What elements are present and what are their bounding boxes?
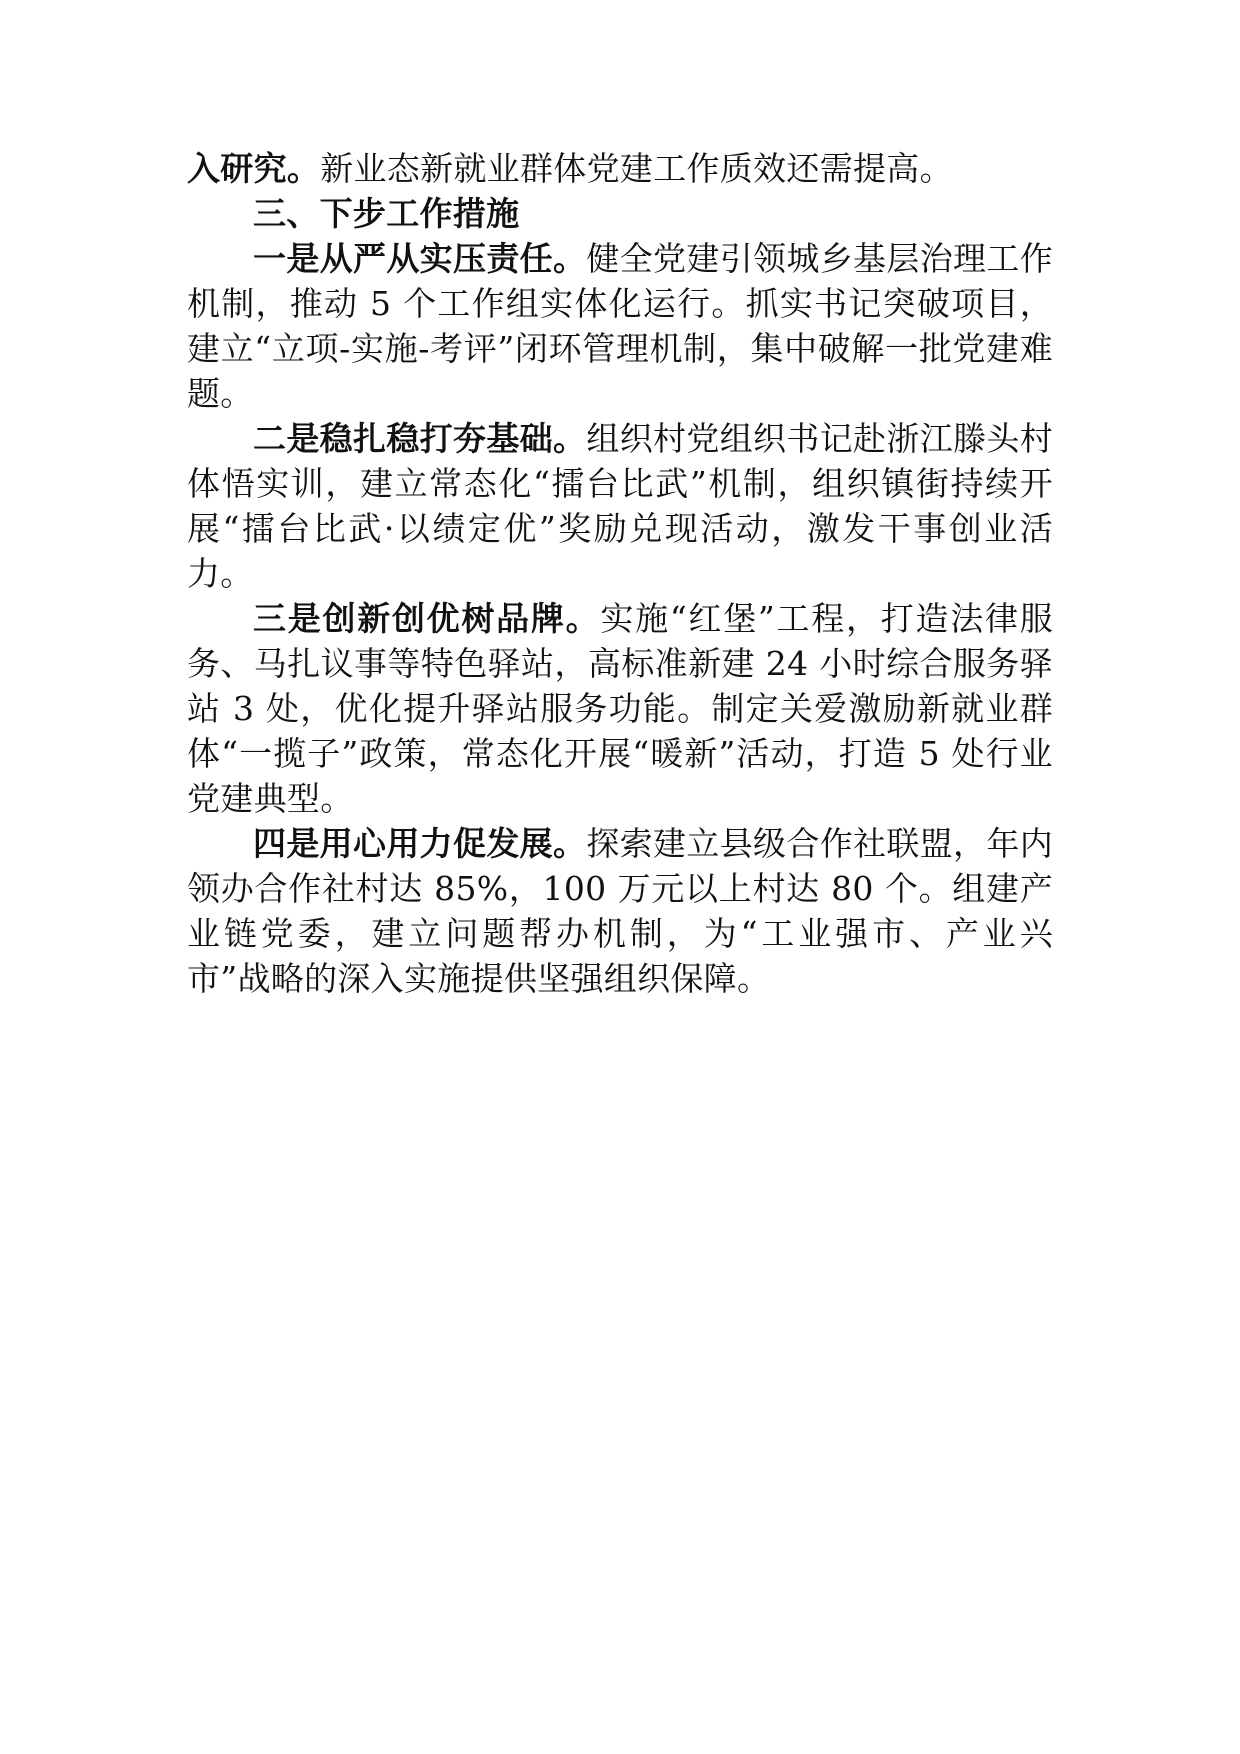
continuation-lead: 入研究。 — [187, 149, 321, 188]
measure-text-3: 实施“红堡”工程，打造法律服务、马扎议事等特色驿站，高标准新建 24 小时综合服务驿站 3 处，优化提升驿站服务功能。制定关爱激励新就业群体“一揽子”政策，常态化开展“暖新”活动，打造 5 处行业党建典型。 — [187, 599, 1053, 818]
measure-text-1: 健全党建引领城乡基层治理工作机制，推动 5 个工作组实体化运行。抓实书记突破项目，建立“立项-实施-考评”闭环管理机制，集中破解一批党建难题。 — [187, 239, 1054, 413]
measure-paragraph-3 — [187, 596, 1053, 821]
document-body — [187, 146, 1053, 1001]
measure-lead-4: 四是用心用力促发展。 — [253, 824, 587, 863]
continuation-text: 新业态新就业群体党建工作质效还需提高。 — [320, 149, 953, 188]
measure-lead-1: 一是从严从实压责任。 — [253, 239, 587, 278]
measure-text-2: 组织村党组织书记赴浙江滕头村体悟实训，建立常态化“擂台比武”机制，组织镇街持续开展“擂台比武·以绩定优”奖励兑现活动，激发干事创业活力。 — [187, 419, 1054, 593]
measure-paragraph-1 — [187, 236, 1053, 416]
measure-text-4: 探索建立县级合作社联盟，年内领办合作社村达 85%，100 万元以上村达 80 个。组建产业链党委，建立问题帮办机制，为“工业强市、产业兴市”战略的深入实施提供坚强组织保障。 — [187, 824, 1054, 998]
measure-paragraph-2 — [187, 416, 1053, 596]
continuation-paragraph — [187, 146, 1053, 191]
measure-paragraph-4 — [187, 821, 1053, 1001]
measure-lead-2: 二是稳扎稳打夯基础。 — [253, 419, 587, 458]
measure-lead-3: 三是创新创优树品牌。 — [253, 599, 601, 638]
section-heading: 三、下步工作措施 — [253, 194, 520, 233]
